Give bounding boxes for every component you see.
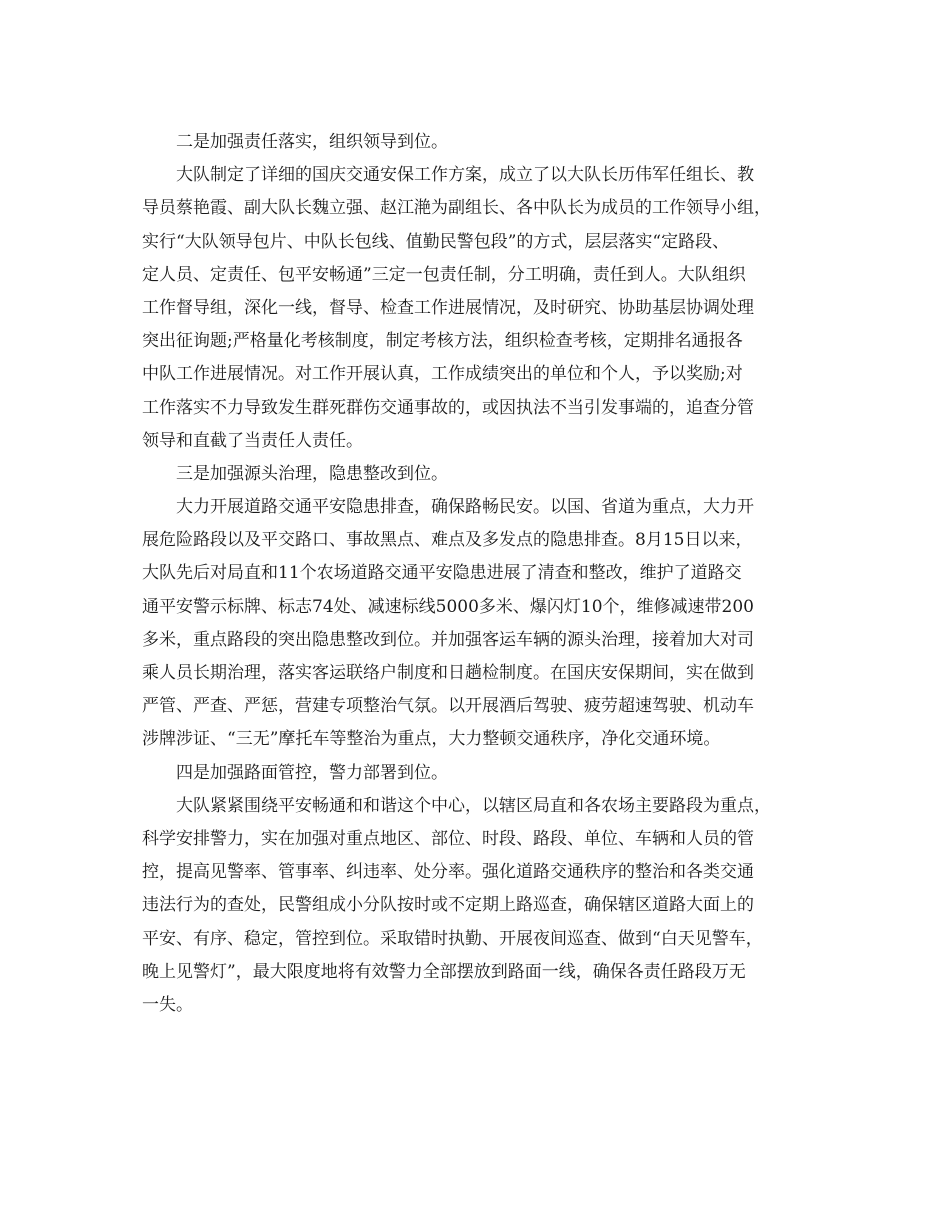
text-line: 工作落实不力导致发生群死群伤交通事故的，或因执法不当引发事端的，追查分管	[142, 397, 754, 418]
text-line: 多米，重点路段的突出隐患整改到位。并加强客运车辆的源头治理，接着加大对司	[142, 629, 754, 650]
text-line: 大队紧紧围绕平安畅通和和谐这个中心，以辖区局直和各农场主要路段为重点，	[176, 795, 771, 816]
text-line: 通平安警示标牌、标志74处、减速标线5000多米、爆闪灯10个，维修减速带200	[142, 596, 754, 617]
text-line: 科学安排警力，实在加强对重点地区、部位、时段、路段、单位、车辆和人员的管	[142, 828, 754, 849]
text-line: 严管、严查、严惩，营建专项整治气氛。以开展酒后驾驶、疲劳超速驾驶、机动车	[142, 696, 754, 717]
text-line: 展危险路段以及平交路口、事故黑点、难点及多发点的隐患排查。8月15日以来，	[142, 530, 753, 551]
text-line: 定人员、定责任、包平安畅通”三定一包责任制，分工明确，责任到人。大队组织	[142, 264, 746, 285]
text-line: 领导和直截了当责任人责任。	[142, 430, 363, 451]
text-line: 晚上见警灯”，最大限度地将有效警力全部摆放到路面一线，确保各责任路段万无	[142, 961, 746, 982]
text-line: 突出征询题;严格量化考核制度，制定考核方法，组织检查考核，定期排名通报各	[142, 331, 743, 352]
text-line: 实行“大队领导包片、中队长包线、值勤民警包段”的方式，层层落实“定路段、	[142, 231, 730, 252]
text-line: 大队先后对局直和11个农场道路交通平安隐患进展了清查和整改，维护了道路交	[142, 563, 742, 584]
text-line: 大力开展道路交通平安隐患排查，确保路畅民安。以国、省道为重点，大力开	[176, 497, 754, 518]
text-line: 二是加强责任落实，组织领导到位。	[176, 132, 448, 152]
text-line: 中队工作进展情况。对工作开展认真，工作成绩突出的单位和个人，予以奖励;对	[142, 364, 743, 385]
text-line: 控，提高见警率、管事率、纠违率、处分率。强化道路交通秩序的整治和各类交通	[142, 862, 754, 883]
document-body	[142, 126, 812, 1022]
text-line: 违法行为的查处，民警组成小分队按时或不定期上路巡查，确保辖区道路大面上的	[142, 895, 754, 916]
text-line: 工作督导组，深化一线，督导、检查工作进展情况，及时研究、协助基层协调处理	[142, 297, 754, 318]
text-line: 大队制定了详细的国庆交通安保工作方案，成立了以大队长历伟军任组长、教	[176, 165, 754, 186]
text-line: 导员蔡艳霞、副大队长魏立强、赵江滟为副组长、各中队长为成员的工作领导小组，	[142, 198, 771, 219]
text-line: 乘人员长期治理，落实客运联络户制度和日趟检制度。在国庆安保期间，实在做到	[142, 663, 754, 683]
text-line: 平安、有序、稳定，管控到位。采取错时执勤、开展夜间巡查、做到“白天见警车，	[142, 928, 763, 949]
text-line: 涉牌涉证、“三无”摩托车等整治为重点，大力整顿交通秩序，净化交通环境。	[142, 729, 721, 750]
text-line: 三是加强源头治理，隐患整改到位。	[176, 463, 448, 484]
text-line: 四是加强路面管控，警力部署到位。	[176, 762, 448, 783]
text-line: 一失。	[142, 994, 193, 1015]
